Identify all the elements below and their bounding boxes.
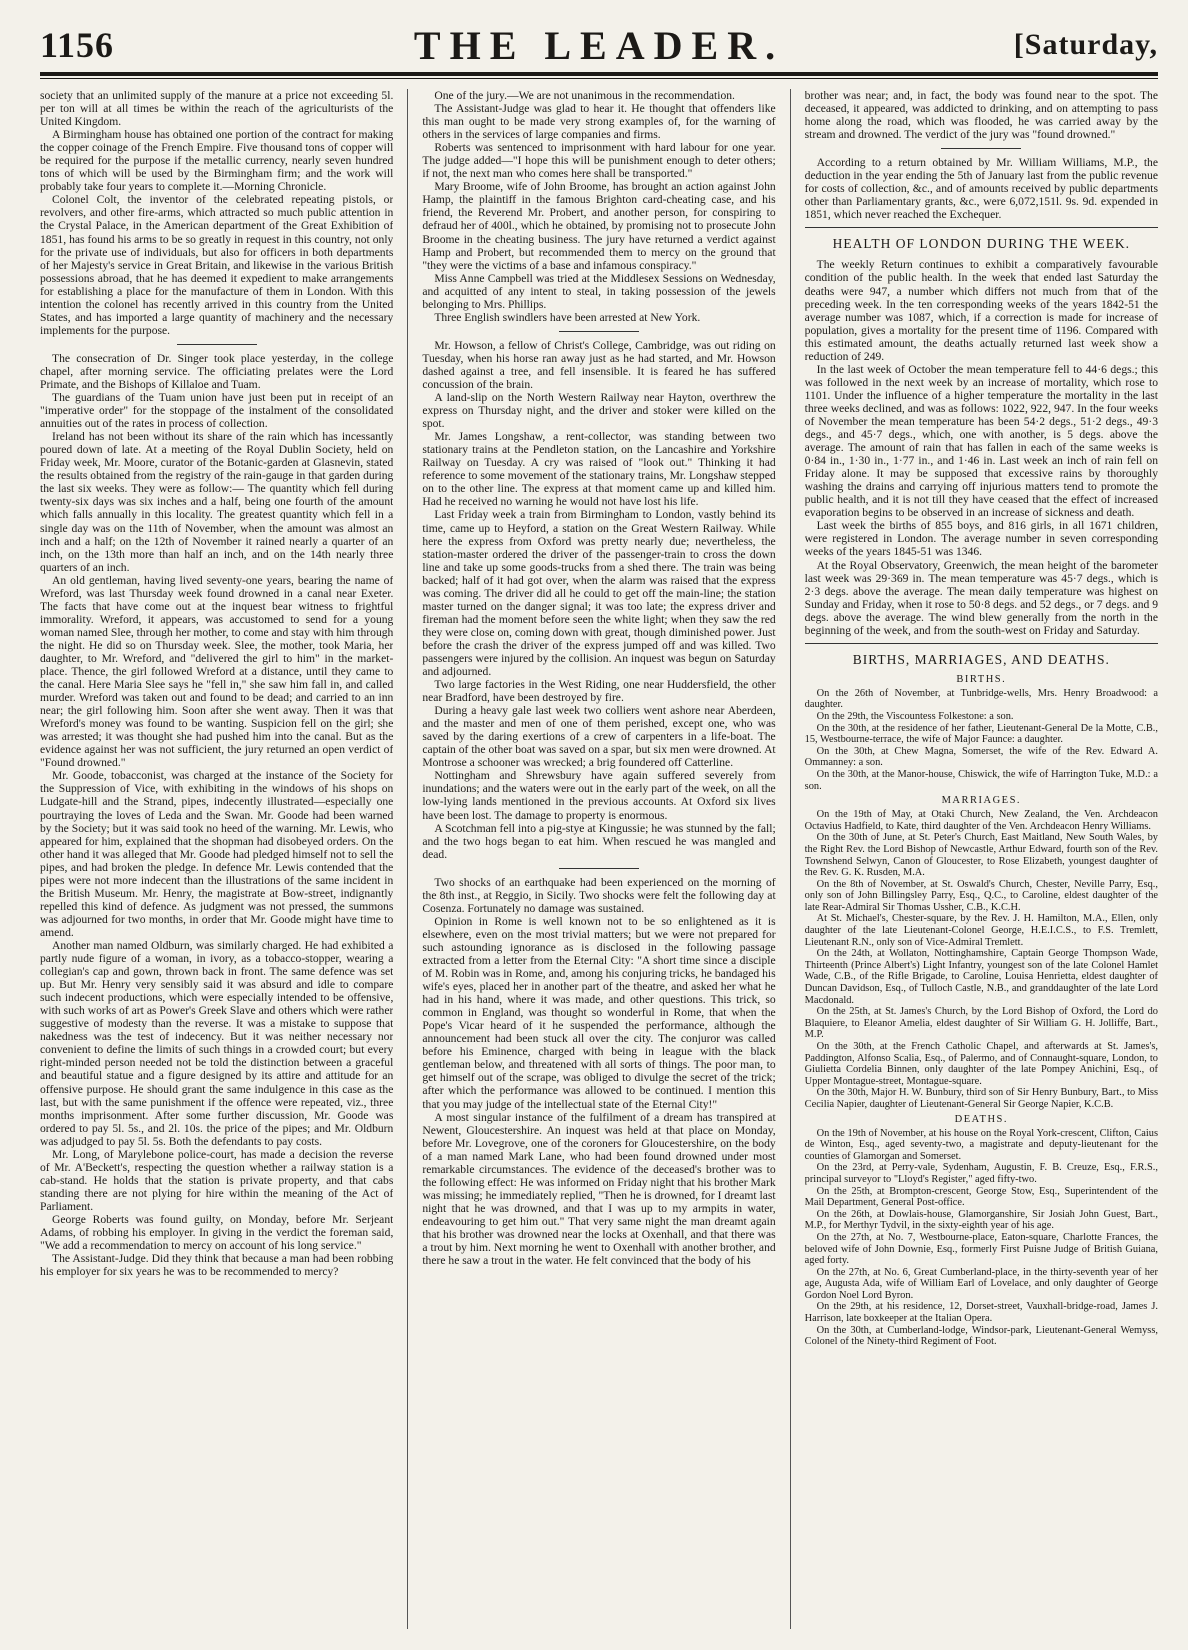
article-paragraph: Mary Broome, wife of John Broome, has brought an action against John Hamp, the plaintiff in the famous Brighton card-cheating case, and his friend, the Reverend Mr. Probert, and another person, for conspiring to defraud her of 400l., which he obtained, by promising not to prosecute John Broome in the cheating business. The jury have returned a verdict against Hamp and Probert, but recommended them to mercy on the ground that "they were the victims of a base and infamous conspiracy."	[422, 180, 776, 272]
marriage-notice: On the 8th of November, at St. Oswald's Church, Chester, Neville Parry, Esq., only son of John Billingsley Parry, Esq., Q.C., to Caroline, eldest daughter of the late Rear-Admiral Sir Thomas Ussher, C.B., K.C.H.	[804, 878, 1158, 913]
bmd-section-title: BIRTHS, MARRIAGES, AND DEATHS.	[852, 651, 1110, 667]
marriage-notice: On the 24th, at Wollaton, Nottinghamshire, Captain George Thompson Wade, Thirteenth (Prince Albert's) Light Infantry, youngest son of the late Colonel Hamlet Wade, C.B., of the Rifle Brigade, to Caroline, Louisa Henrietta, eldest daughter of Duncan Davidson, Esq., of Tulloch Castle, N.B., and granddaughter of the late Lord Macdonald.	[804, 948, 1158, 1006]
divider	[941, 148, 1021, 149]
births-title: BIRTHS.	[956, 673, 1007, 685]
birth-notice: On the 29th, the Viscountess Folkestone: a son.	[816, 710, 1014, 722]
article-paragraph: Another man named Oldburn, was similarly charged. He had exhibited a partly nude figure of a woman, in ivory, as a tobacco-stopper, wearing a collegian's cap and gown, thrown back in front. The same defence was set up. But Mr. Henry very sensibly said it was absurd and idle to compare such indecent productions, which were especially intended to be offensive, with such works of art as Power's Greek Slave and others which were rather suggestive of modesty than the reverse. It was a mistake to suppose that nakedness was the test of indecency. But it was neither necessary nor convenient to define the limits of such things in a crowded court; but every right-minded person needed not be told the distinction between a graceful and beautiful statue and a figure designed by its attire and attitude for an offensive purpose. He should grant the same indulgence in this case as the last, but with the same punishment if the offence were repeated, viz., three months imprisonment. After some further discussion, Mr. Goode was ordered to pay 5l. 5s., and 2l. 10s. the price of the pipes; and Mr. Oldburn was adjudged to pay 5l. 5s. Both the defendants to pay costs.	[40, 939, 394, 1148]
article-paragraph: brother was near; and, in fact, the body was found near to the spot. The deceased, it appeared, was addicted to drinking, and on attempting to pass home along the road, which was flooded, he was carried away by the stream and drowned. The verdict of the jury was "found drowned."	[804, 89, 1158, 142]
article-paragraph: society that an unlimited supply of the manure at a price not exceeding 5l. per ton will at all times be within the reach of the agriculturists of the United Kingdom.	[40, 89, 394, 129]
marriage-notice: On the 19th of May, at Otaki Church, New Zealand, the Ven. Archdeacon Octavius Hadfield, to Kate, third daughter of the Ven. Archdeacon Henry Williams.	[804, 809, 1158, 832]
column-3	[805, 89, 1158, 1629]
marriage-notice: On the 25th, at St. James's Church, by the Lord Bishop of Oxford, the Lord do Blaquiere, to Eleanor Amelia, eldest daughter of Sir William G. H. Jolliffe, Bart., M.P.	[804, 1006, 1158, 1041]
masthead	[40, 18, 1158, 70]
health-paragraph: Last week the births of 855 boys, and 816 girls, in all 1671 children, were registered in London. The average number in seven corresponding weeks of the years 1845-51 was 1346.	[804, 519, 1158, 559]
article-paragraph: Two shocks of an earthquake had been experienced on the morning of the 8th inst., at Reggio, in Sicily. Two shocks were felt the following day at Cosenza. Fortunately no damage was sustained.	[422, 875, 776, 915]
column-separator	[790, 89, 791, 1629]
column-separator	[407, 89, 408, 1629]
birth-notice: On the 26th of November, at Tunbridge-wells, Mrs. Henry Broadwood: a daughter.	[804, 687, 1158, 711]
article-paragraph: Last Friday week a train from Birmingham to London, vastly behind its time, came up to Heyford, a station on the Great Western Railway. While here the express from Oxford was pretty nearly due; nevertheless, the station-master ordered the driver of the passenger-train to cross the down line and take up some goods-trucks from a shed there. The train was being backed; half of it had got over, when the alarm was raised that the express was coming. The driver did all he could to get off the main-line; the station master turned on the danger signal; it was too late; the express driver and fireman had the moment before seen the white light; when they saw the red they were close on, coming down with great, though diminished power. Just before the crash the driver of the express jumped off and was killed. Two passengers were injured by the collision. An inquest was begun on Saturday and adjourned.	[422, 508, 776, 679]
masthead-rule	[40, 72, 1158, 76]
death-notice: On the 19th of November, at his house on the Royal York-crescent, Clifton, Caius de Winton, Esq., aged seventy-two, a magistrate and deputy-lieutenant for the counties of Glamorgan and Somerset.	[804, 1127, 1158, 1162]
death-notice: On the 26th, at Dowlais-house, Glamorganshire, Sir Josiah John Guest, Bart., M.P., for Merthyr Tydvil, in the sixty-eighth year of his age.	[804, 1208, 1158, 1232]
masthead-rule-thin	[40, 78, 1158, 79]
column-1	[40, 89, 393, 1629]
article-paragraph: Nottingham and Shrewsbury have again suffered severely from inundations; and the waters were out in the early part of the week, on all the low-lying lands mentioned in the previous accounts. At Oxford six lives have been lost. The damage to property is enormous.	[422, 769, 776, 822]
health-paragraph: In the last week of October the mean temperature fell to 44·6 degs.; this was followed in the next week by an increase of mortality, which rose to 1101. Under the influence of a higher temperature the mortality in the last three weeks declined, and was as follows: 1022, 922, 947. In the four weeks of November the mean temperature has been 54·2 degs., 51·2 degs., 49·3 degs., and 45·7 degs., which, one with another, is 5 degs. above the average. The amount of rain that has fallen in each of the same weeks is 0·84 in., 1·30 in., 1·77 in., and 1·46 in. Last week an inch of rain fell on Friday alone. It may be supposed that excessive rains by thoroughly washing the drains and carrying off injurious matters tend to promote the public health, and it is not till they have ceased that the effect of increased evaporation begins to be observed in an increase of sickness and death.	[804, 362, 1158, 520]
article-paragraph: Three English swindlers have been arrested at New York.	[434, 310, 701, 324]
divider	[559, 331, 639, 332]
article-paragraph: Mr. Long, of Marylebone police-court, has made a decision the reverse of Mr. A'Beckett's, respecting the question whether a railway station is a cab-stand. He holds that the station is private property, and that cabs standing there are not plying for hire within the meaning of the Act of Parliament.	[40, 1147, 394, 1213]
article-paragraph: Roberts was sentenced to imprisonment with hard labour for one year. The judge added—"I hope this will be punishment enough to deter others; if not, the next man who comes here shall be transported."	[422, 141, 776, 181]
article-paragraph: George Roberts was found guilty, on Monday, before Mr. Serjeant Adams, of robbing his employer. In giving in the verdict the foreman said, "We add a recommendation to mercy on account of his long service."	[40, 1212, 394, 1253]
article-paragraph: During a heavy gale last week two colliers went ashore near Aberdeen, and the master and men of one of them perished, except one, who was saved by the daring exertions of a crew of carpenters in a life-boat. The captain of the other boat was saved on a spar, but six men were drowned. At Montrose a schooner was wrecked; a brig foundered off Catterline.	[422, 704, 776, 770]
article-paragraph: Ireland has not been without its share of the rain which has incessantly poured down of late. At a meeting of the Royal Dublin Society, held on Friday week, Mr. Moore, curator of the Botanic-garden at Glasnevin, stated the results obtained from the registry of the rain-gauge in that garden during the last six weeks. They were as follow:— The quantity which fell during twenty-six days was six inches and a half, being one fourth of the amount which falls annually in this locality. The greatest quantity which fell in a single day was on the 11th of November, when the amount was almost an inch and a half; on the 12th of November it rained nearly a quarter of an inch, on the 13th more than half an inch, and on the 14th nearly three quarters of an inch.	[40, 430, 394, 574]
death-notice: On the 29th, at his residence, 12, Dorset-street, Vauxhall-bridge-road, James J. Harrison, late boxkeeper at the Italian Opera.	[804, 1301, 1158, 1325]
article-paragraph: A most singular instance of the fulfilment of a dream has transpired at Newent, Gloucestershire. An inquest was held at that place on Monday, before Mr. Lovegrove, one of the coroners for Gloucestershire, on the body of a man named Mark Lane, who had been found drowned under most remarkable circumstances. The evidence of the deceased's brother was to the following effect: He was informed on Friday night that his brother Mark was missing; he immediately replied, "Then he is drowned, for I dreamt last night that he was drowned, and that I was up to my armpits in water, endeavouring to get him out." That very same night the man dreamt again that his brother was drowned near the locks at Oxenhall, and that there was a trout by him. Next morning he went to Oxenhall with another brother, and there he saw a trout in the water. He felt convinced that the body of his	[422, 1110, 776, 1268]
marriage-notice: On the 30th of June, at St. Peter's Church, East Maitland, New South Wales, by the Right Rev. the Lord Bishop of Newcastle, Arthur Edward, fourth son of the Rev. Townshend Selwyn, Canon of Gloucester, to Rose Elizabeth, youngest daughter of the Rev. G. K. Rusden, M.A.	[804, 832, 1158, 879]
death-notice: On the 27th, at No. 7, Westbourne-place, Eaton-square, Charlotte Frances, the beloved wife of John Downie, Esq., formerly First Puisne Judge of British Guiana, aged forty.	[804, 1231, 1158, 1267]
article-paragraph: Opinion in Rome is well known not to be so enlightened as it is elsewhere, even on the most trivial matters; but we were not prepared for such astounding ignorance as is disclosed in the following passage extracted from a letter from the Eternal City: "A short time since a disciple of M. Robin was in Rome, and, among his conjuring tricks, he bandaged his wife's eyes, placed her in another part of the theatre, and asked her what he had in his hand, where it was made, and other questions. This trick, so common in England, was thought so wonderful in Rome, that when the Pope's Vicar heard of it he suspended the performance, although the announcement had been stuck all over the city. The conjuror was called before his Eminence, charged with being in league with the black gentleman below, and threatened with all sorts of things. The poor man, to get himself out of the scrape, was obliged to divulge the secret of the trick; after which the performance was allowed to be continued. I mention this that you may judge of the intellectual state of the Eternal City!"	[422, 914, 776, 1111]
article-paragraph: The Assistant-Judge was glad to hear it. He thought that offenders like this man ought to be made very strong examples of, for the warning of others in the services of large companies and firms.	[422, 102, 776, 142]
article-paragraph: An old gentleman, having lived seventy-one years, bearing the name of Wreford, was last Thursday week found drowned in a canal near Exeter. The facts that have come out at the inquest bear witness to frightful immorality. Wreford, it appears, was accustomed to send for a young woman named Slee, through her mother, to come and stay with him through the night. He did so on Thursday week. Slee, the mother, took Maria, her daughter, to Mr. Wreford, and "delivered the girl to him" in the market-place. Thence, the girl followed Wreford at a distance, until they came to the canal. Here Maria Slee says he "fell in," she saw him fall in, and called murder. Wreford was taken out and found to be dead; and carried to an inn near; the girl following him. Soon after she went away. Then it was that Wreford's money was found to be wanting. Suspicion fell on the girl; she was arrested; it was thought she had pushed him into the canal. But as the evidence against her was not sufficient, the jury returned an open verdict of "Found drowned."	[40, 573, 394, 770]
article-paragraph: The Assistant-Judge. Did they think that because a man had been robbing his employer for six years he was to be recommended to mercy?	[40, 1252, 394, 1279]
marriages-title: MARRIAGES.	[941, 795, 1022, 807]
article-paragraph: Two large factories in the West Riding, one near Huddersfield, the other near Bradford, have been destroyed by fire.	[422, 678, 776, 705]
article-paragraph: A Birmingham house has obtained one portion of the contract for making the copper coinage of the French Empire. Five thousand tons of copper will be required for the purpose if the metallic currency, nearly seven hundred tons of which will be used by the Birmingham firm; and the work will probably take four years to complete it.—Morning Chronicle.	[40, 128, 394, 194]
divider	[177, 344, 257, 345]
page-number: 1156	[40, 25, 115, 65]
columns	[40, 89, 1158, 1629]
column-2	[422, 89, 775, 1629]
deaths-title: DEATHS.	[954, 1113, 1009, 1125]
article-paragraph: According to a return obtained by Mr. William Williams, M.P., the deduction in the year ending the 5th of January last from the public revenue for costs of collection, &c., and of amounts received by public departments other than Parliamentary grants, &c., were 6,072,151l. 9s. 9d. expended in 1851, which never reached the Exchequer.	[804, 156, 1158, 222]
health-paragraph: The weekly Return continues to exhibit a comparatively favourable condition of the public health. In the week that ended last Saturday the deaths were 947, a number which differs not much from that of the preceding week. In the ten corresponding weeks of the years 1842-51 the average number was 1087, which, if a correction is made for increase of population, gives a mortality for the present time of 1196. Compared with this estimated amount, the deaths actually returned last week show a reduction of 249.	[804, 258, 1158, 363]
article-paragraph: Miss Anne Campbell was tried at the Middlesex Sessions on Wednesday, and acquitted of any intent to steal, in taking possession of the jewels belonging to Mrs. Phillips.	[422, 271, 776, 311]
marriage-notice: At St. Michael's, Chester-square, by the Rev. J. H. Hamilton, M.A., Ellen, only daughter of the late Lieutenant-Colonel George, H.E.I.C.S., to F.S. Tremlett, Lieutenant R.N., only son of Vice-Admiral Tremlett.	[804, 913, 1158, 948]
article-paragraph: Mr. James Longshaw, a rent-collector, was standing between two stationary trains at the Pendleton station, on the Lancashire and Yorkshire Railway on Tuesday. A cry was raised of "look out." Thinking it had reference to some movement of the stationary trains, Mr. Longshaw stepped on to the other line. The express at that moment came up and killed him. Had he received no warning he would not have lost his life.	[422, 430, 776, 509]
article-paragraph: The consecration of Dr. Singer took place yesterday, in the college chapel, after morning service. The officiating prelates were the Lord Primate, and the Bishops of Killaloe and Tuam.	[40, 351, 394, 391]
death-notice: On the 30th, at Cumberland-lodge, Windsor-park, Lieutenant-General Wemyss, Colonel of the Ninety-third Regiment of Foot.	[804, 1324, 1158, 1348]
birth-notice: On the 30th, at the residence of her father, Lieutenant-General De la Motte, C.B., 15, Westbourne-terrace, the wife of Major Faunce: a daughter.	[804, 722, 1158, 746]
article-paragraph: The guardians of the Tuam union have just been put in receipt of an "imperative order" for the stoppage of the instalment of the consolidated annuities out of the rates in process of collection.	[40, 391, 394, 431]
divider	[559, 868, 639, 869]
death-notice: On the 27th, at No. 6, Great Cumberland-place, in the thirty-seventh year of her age, Augusta Ada, wife of William Earl of Lovelace, and only daughter of George Gordon Noel Lord Byron.	[804, 1266, 1158, 1301]
birth-notice: On the 30th, at the Manor-house, Chiswick, the wife of Harrington Tuke, M.D.: a son.	[804, 768, 1158, 792]
marriage-notice: On the 30th, at the French Catholic Chapel, and afterwards at St. James's, Paddington, Alfonso Scalia, Esq., of Palermo, and of Connaught-square, London, to Giulietta Cordelia Binnen, only daughter of the late Pompey Anichini, Esq., of Upper Montague-street, Montague-square.	[804, 1041, 1158, 1087]
newspaper-title: THE LEADER.	[413, 23, 785, 68]
article-paragraph: One of the jury.—We are not unanimous in the recommendation.	[434, 89, 735, 102]
death-notice: On the 23rd, at Perry-vale, Sydenham, Augustin, F. B. Creuze, Esq., F.R.S., principal surveyor to "Lloyd's Register," aged fifty-two.	[804, 1162, 1158, 1185]
health-section-title: HEALTH OF LONDON DURING THE WEEK.	[832, 236, 1131, 252]
article-paragraph: A land-slip on the North Western Railway near Hayton, overthrew the express on Thursday night, and the driver and stoker were killed on the spot.	[422, 391, 776, 431]
issue-day: [Saturday,	[1013, 28, 1158, 61]
article-paragraph: Mr. Goode, tobacconist, was charged at the instance of the Society for the Suppression of Vice, with exhibiting in the windows of his shops on Ludgate-hill and the Strand, pipes, indecently illustrated—especially one pourtraying the loves of Leda and the Swan. Mr. Goode had been warned by the Society; but it was said took no heed of the warning. Mr. Lewis, who appeared for him, explained that the shopman had disobeyed orders. On the other hand it was alleged that Mr. Goode had pledged himself not to sell the pipes, and had broken the pledge. In defence Mr. Lewis contended that the pipes were not more indecent than the illustrations of the same incident in the British Museum. Mr. Henry, the magistrate at Bow-street, indignantly repelled this kind of defence. As judgment was not pressed, the summons was adjourned for two months, in order that Mr. Goode might have time to amend.	[40, 769, 394, 939]
marriage-notice: On the 30th, Major H. W. Bunbury, third son of Sir Henry Bunbury, Bart., to Miss Cecilia Napier, daughter of Lieutenant-General Sir George Napier, K.C.B.	[804, 1087, 1158, 1110]
article-paragraph: Mr. Howson, a fellow of Christ's College, Cambridge, was out riding on Tuesday, when his horse ran away just as he had started, and Mr. Howson dashed against a tree, and fell insensible. It is feared he has suffered concussion of the brain.	[422, 338, 776, 391]
divider	[805, 227, 1158, 228]
divider	[805, 643, 1158, 644]
health-paragraph: At the Royal Observatory, Greenwich, the mean height of the barometer last week was 29·369 in. The mean temperature was 45·7 degs., which is 2·3 degs. above the average. The mean daily temperature was highest on Sunday and Friday, when it rose to 50·8 degs. and 52 degs., or 7 degs. and 9 degs. above the average. The wind blew generally from the north in the beginning of the week, and from the south-west on Friday and Saturday.	[804, 558, 1158, 637]
birth-notice: On the 30th, at Chew Magna, Somerset, the wife of the Rev. Edward A. Ommanney: a son.	[804, 745, 1158, 769]
death-notice: On the 25th, at Brompton-crescent, George Stow, Esq., Superintendent of the Mail Department, General Post-office.	[804, 1185, 1158, 1209]
article-paragraph: Colonel Colt, the inventor of the celebrated repeating pistols, or revolvers, and other fire-arms, which attracted so much public attention in the Crystal Palace, in the American department of the Great Exhibition of 1851, has found his arms to be so greatly in request in this country, not only for the private use of individuals, but also for officers in both departments of her Majesty's service in Great Britain, and likewise in the various British possessions abroad, that he has deemed it expedient to make arrangements for establishing a place for the manufacture of them in London. With this intention the colonel has recently arrived in this country from the United States, and has imported a large quantity of machinery and the necessary implements for the purpose.	[40, 193, 394, 337]
article-paragraph: A Scotchman fell into a pig-stye at Kingussie; he was stunned by the fall; and the two hogs began to eat him. When rescued he was mangled and dead.	[422, 821, 776, 861]
